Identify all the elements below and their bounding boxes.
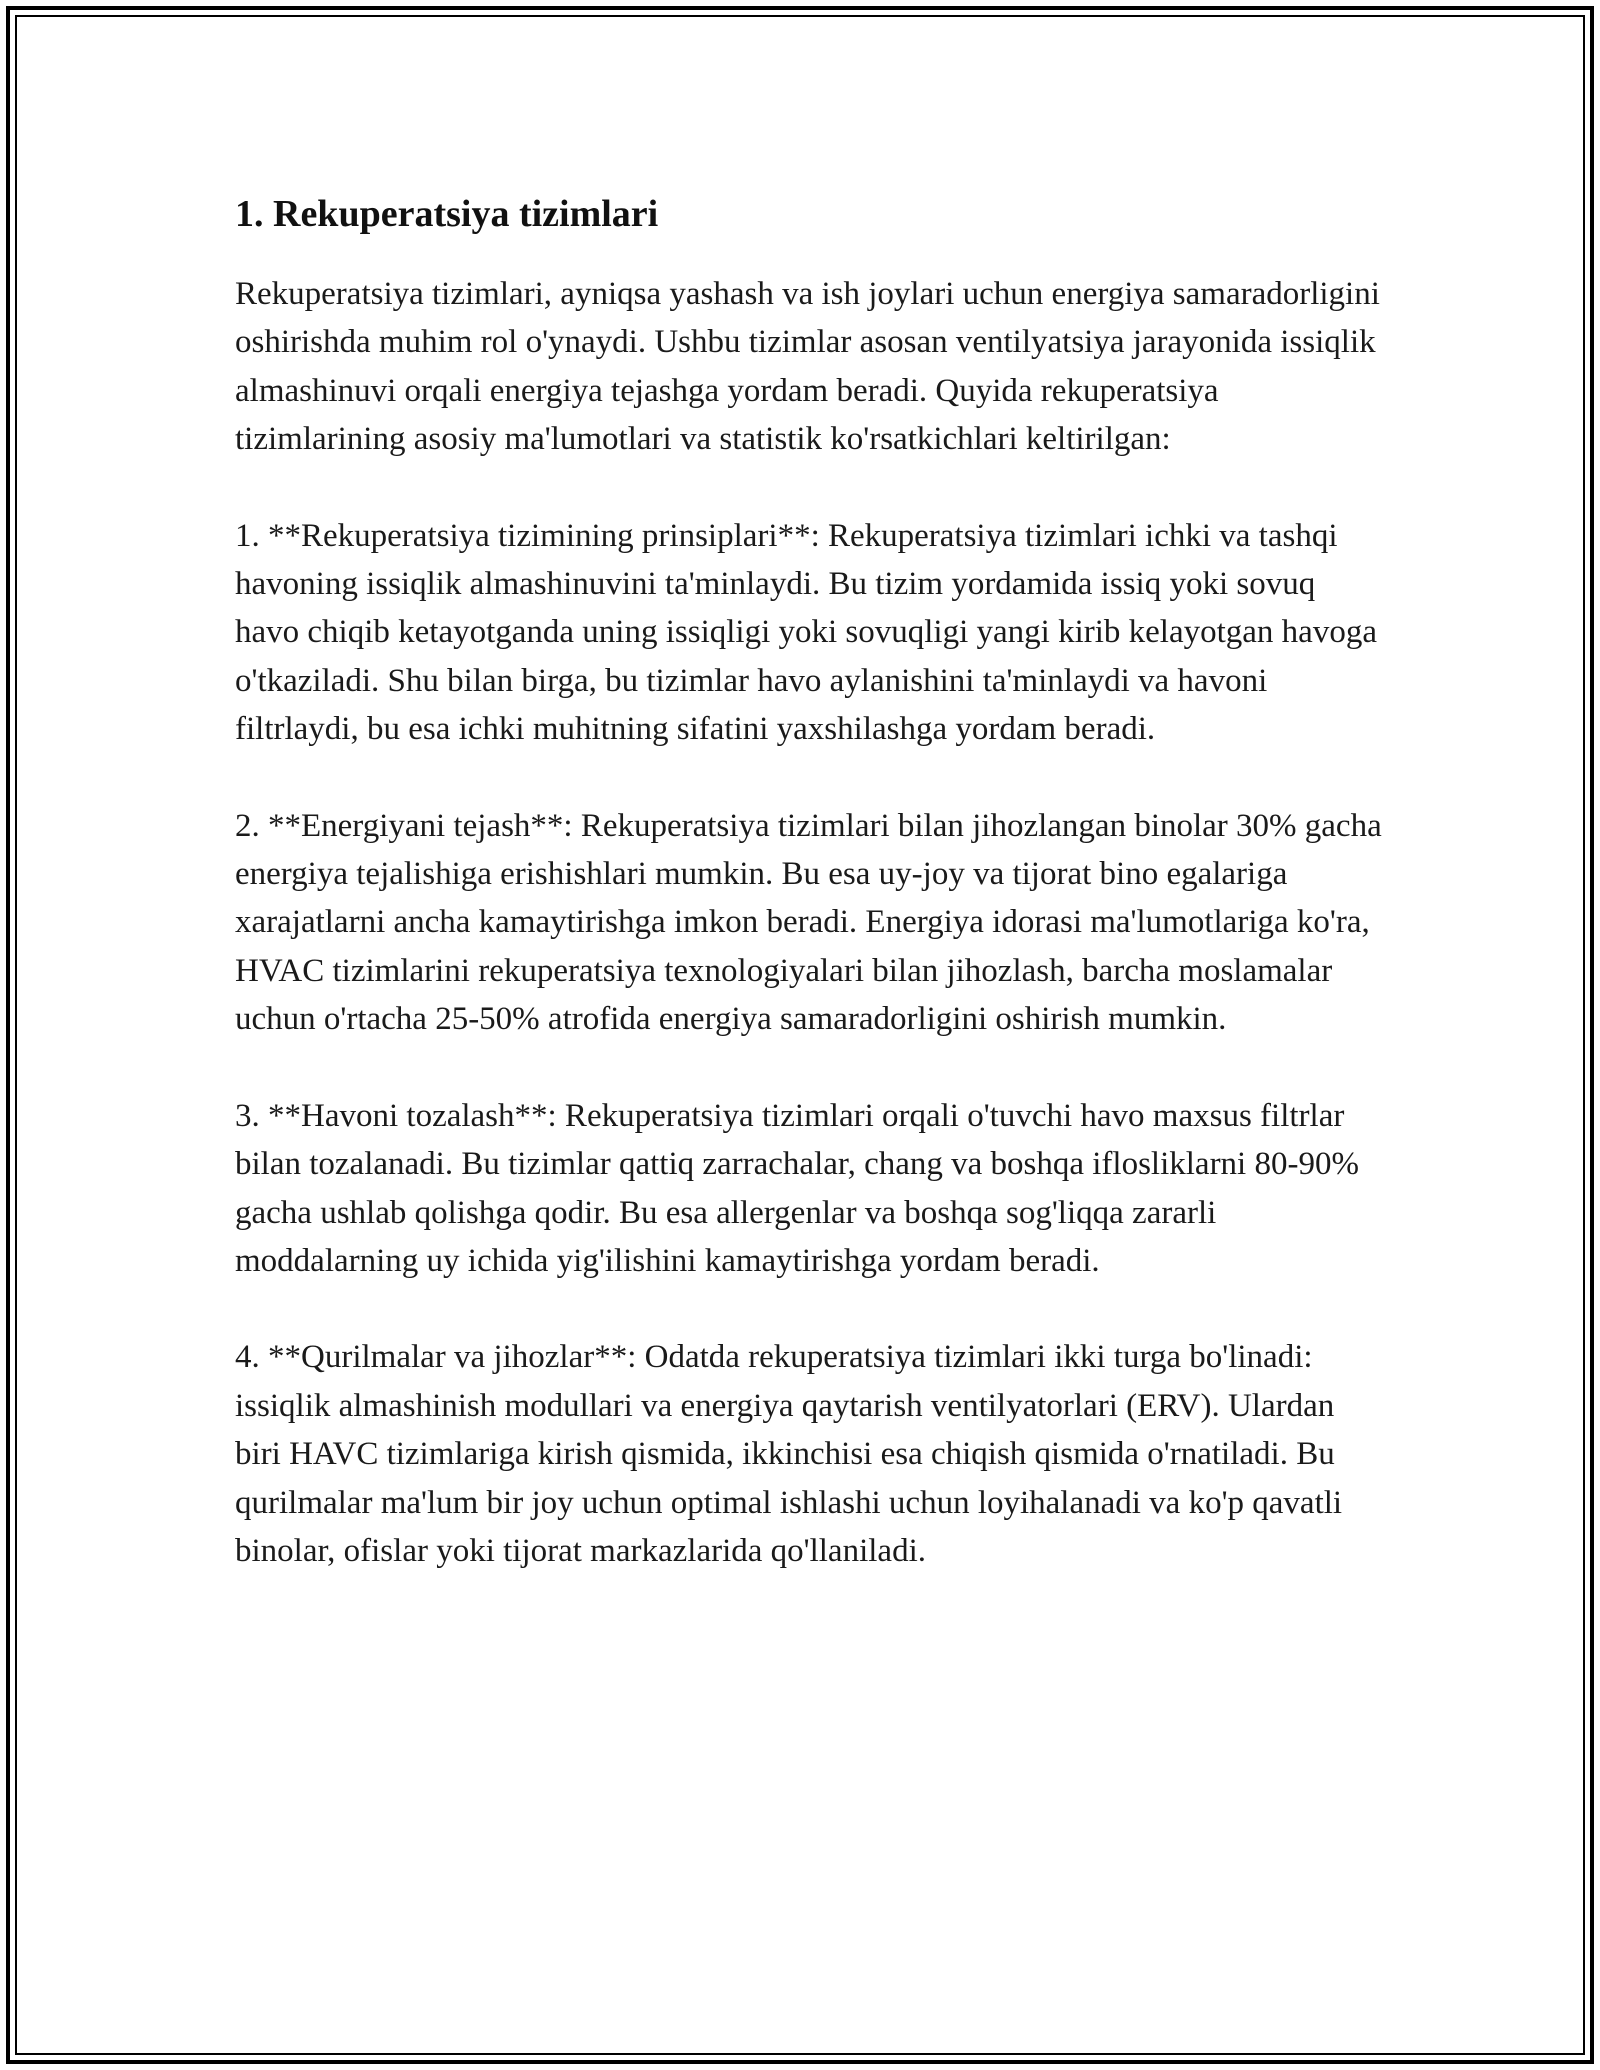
document-title: 1. Rekuperatsiya tizimlari	[235, 193, 659, 235]
paragraph-energy-saving: 2. **Energiyani tejash**: Rekuperatsiya tizimlari bilan jihozlangan binolar 30% gacha energiya tejalishiga erishishlari mumkin. Bu esa uy-joy va tijorat bino egalariga xarajatlarni ancha kamaytirishga imkon beradi. Energiya idorasi ma'lumotlariga ko'ra, HVAC tizimlarini rekuperatsiya texnologiyalari bilan jihozlash, barcha moslamalar uchun o'rtacha 25-50% atrofida energiya samaradorligini oshirish mumkin.	[235, 807, 1382, 1038]
document-body	[235, 186, 1385, 1623]
paragraph-principles: 1. **Rekuperatsiya tizimining prinsiplari**: Rekuperatsiya tizimlari ichki va tashqi havoning issiqlik almashinuvini ta'minlaydi. Bu tizim yordamida issiq yoki sovuq havo chiqib ketayotganda uning issiqligi yoki sovuqligi yangi kirib kelayotgan havoga o'tkaziladi. Shu bilan birga, bu tizimlar havo aylanishini ta'minlaydi va havoni filtrlaydi, bu esa ichki muhitning sifatini yaxshilashga yordam beradi.	[235, 517, 1377, 748]
paragraph-devices: 4. **Qurilmalar va jihozlar**: Odatda rekuperatsiya tizimlari ikki turga bo'linadi: issiqlik almashinish modullari va energiya qaytarish ventilyatorlari (ERV). Ulardan biri HAVC tizimlariga kirish qismida, ikkinchisi esa chiqish qismida o'rnatiladi. Bu qurilmalar ma'lum bir joy uchun optimal ishlashi uchun loyihalanadi va ko'p qavatli binolar, ofislar yoki tijorat markazlarida qo'llaniladi.	[235, 1339, 1343, 1569]
intro-paragraph: Rekuperatsiya tizimlari, ayniqsa yashash va ish joylari uchun energiya samaradorligini oshirishda muhim rol o'ynaydi. Ushbu tizimlar asosan ventilyatsiya jarayonida issiqlik almashinuvi orqali energiya tejashga yordam beradi. Quyida rekuperatsiya tizimlarining asosiy ma'lumotlari va statistik ko'rsatkichlari keltirilgan:	[235, 276, 1380, 458]
paragraph-air-cleaning: 3. **Havoni tozalash**: Rekuperatsiya tizimlari orqali o'tuvchi havo maxsus filtrlar bilan tozalanadi. Bu tizimlar qattiq zarrachalar, chang va boshqa iflosliklarni 80-90% gacha ushlab qolishga qodir. Bu esa allergenlar va boshqa sog'liqqa zararli moddalarning uy ichida yig'ilishini kamaytirishga yordam beradi.	[235, 1097, 1359, 1279]
